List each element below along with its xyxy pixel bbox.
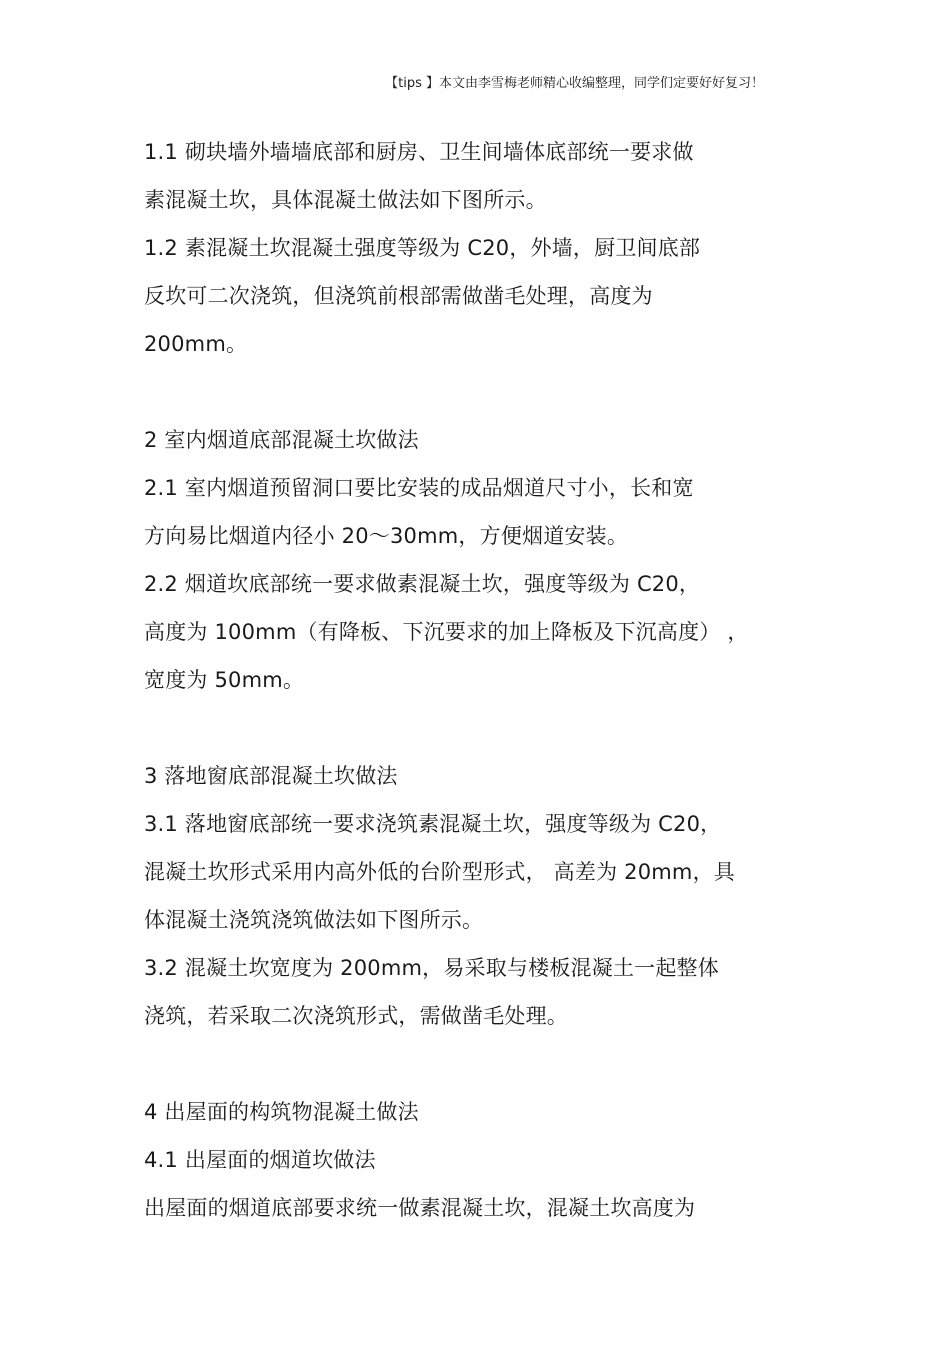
text-line: 出屋面的烟道底部要求统一做素混凝土坎，混凝土坎高度为: [144, 1196, 696, 1220]
text-line: 混凝土坎形式采用内高外低的台阶型形式， 高差为 20mm，具: [144, 860, 735, 884]
section-heading: 2 室内烟道底部混凝土坎做法: [144, 428, 419, 452]
text-line: 3.1 落地窗底部统一要求浇筑素混凝土坎，强度等级为 C20，: [144, 812, 722, 836]
document-body: [144, 128, 824, 1232]
paragraph-spacer: [144, 704, 824, 752]
text-line: 方向易比烟道内径小 20～30mm，方便烟道安装。: [144, 524, 629, 548]
text-line: 1.1 砌块墙外墙墙底部和厨房、卫生间墙体底部统一要求做: [144, 140, 694, 164]
subsection-heading: 4.1 出屋面的烟道坎做法: [144, 1148, 376, 1172]
text-line: 2.1 室内烟道预留洞口要比安装的成品烟道尺寸小，长和宽: [144, 476, 694, 500]
paragraph-spacer: [144, 368, 824, 416]
text-line: 浇筑，若采取二次浇筑形式，需做凿毛处理。: [144, 1004, 568, 1028]
section-heading: 4 出屋面的构筑物混凝土做法: [144, 1100, 419, 1124]
text-line: 反坎可二次浇筑，但浇筑前根部需做凿毛处理，高度为: [144, 284, 653, 308]
text-line: 体混凝土浇筑浇筑做法如下图所示。: [144, 908, 484, 932]
section-heading: 3 落地窗底部混凝土坎做法: [144, 764, 398, 788]
header-tip: 【tips 】本文由李雪梅老师精心收编整理，同学们定要好好复习！: [385, 76, 764, 91]
text-line: 高度为 100mm（有降板、下沉要求的加上降板及下沉高度） ，: [144, 620, 749, 644]
text-line: 2.2 烟道坎底部统一要求做素混凝土坎，强度等级为 C20，: [144, 572, 701, 596]
text-line: 宽度为 50mm。: [144, 668, 305, 692]
text-line: 3.2 混凝土坎宽度为 200mm，易采取与楼板混凝土一起整体: [144, 956, 719, 980]
paragraph-spacer: [144, 1040, 824, 1088]
text-line: 200mm。: [144, 332, 248, 356]
text-line: 1.2 素混凝土坎混凝土强度等级为 C20，外墙，厨卫间底部: [144, 236, 701, 260]
text-line: 素混凝土坎，具体混凝土做法如下图所示。: [144, 188, 547, 212]
